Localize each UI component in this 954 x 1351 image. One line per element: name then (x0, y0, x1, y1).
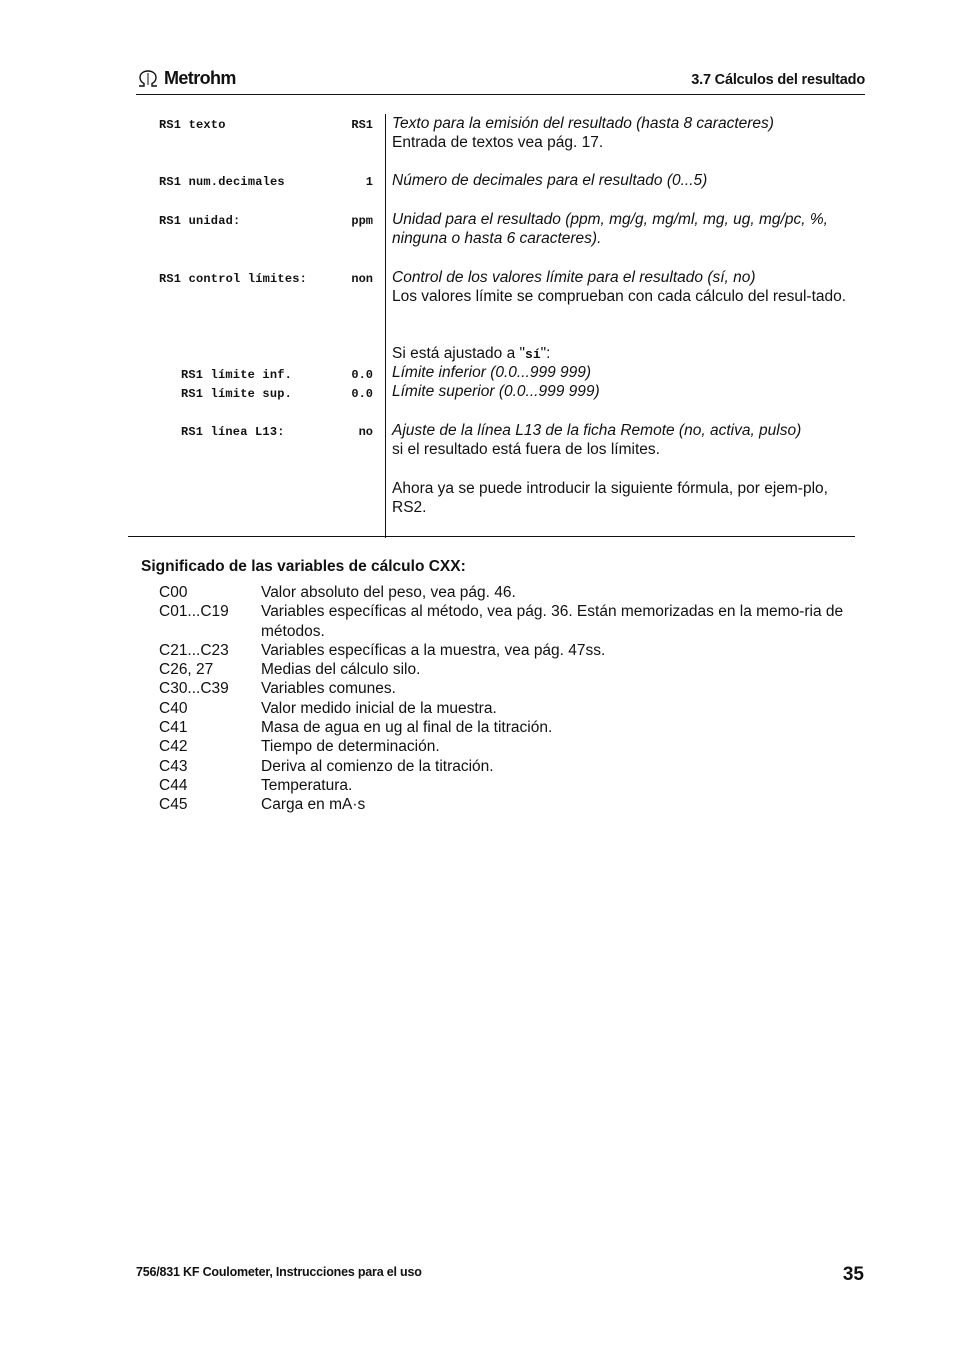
omega-logo-icon (136, 69, 160, 89)
column-divider (385, 114, 386, 538)
variable-description: Medias del cálculo silo. (261, 661, 421, 679)
param-description-note (392, 479, 862, 517)
variable-code: C45 (159, 796, 188, 814)
param-label: RS1 texto (159, 118, 226, 132)
list-item (159, 602, 869, 641)
param-desc-prefix: Si está ajustado a " (392, 345, 526, 362)
param-desc-plain: Los valores límite se comprueban con cada cálculo del resul-tado. (392, 288, 847, 305)
variable-description: Temperatura. (261, 776, 353, 794)
list-item (159, 737, 869, 756)
param-desc-italic: Control de los valores límite para el resultado (sí, no) (392, 269, 756, 286)
variable-description: Tiempo de determinación. (261, 738, 440, 756)
param-desc-italic: Número de decimales para el resultado (0...5) (392, 172, 708, 189)
param-value: ppm (351, 214, 373, 228)
param-label: RS1 límite inf. (181, 368, 293, 382)
footer-doc-title: 756/831 KF Coulometer, Instrucciones para el uso (136, 1265, 422, 1279)
logo-text: Metrohm (164, 68, 236, 88)
variables-heading: Significado de las variables de cálculo CXX: (141, 558, 466, 575)
param-description (392, 268, 862, 306)
param-desc-italic: Texto para la emisión del resultado (hasta 8 caracteres) (392, 115, 774, 132)
variable-description: Valor medido inicial de la muestra. (261, 699, 497, 717)
list-item (159, 776, 869, 795)
variable-description: Variables comunes. (261, 680, 396, 698)
variable-code: C43 (159, 757, 188, 775)
variable-code: C42 (159, 738, 188, 756)
param-label: RS1 línea L13: (181, 425, 285, 439)
variable-code: C26, 27 (159, 661, 214, 679)
param-description (392, 210, 862, 248)
param-desc-plain: Entrada de textos vea pág. 17. (392, 134, 604, 151)
variable-description: Masa de agua en ug al final de la titración. (261, 719, 553, 737)
param-desc-italic: Límite inferior (0.0...999 999) (392, 364, 592, 381)
list-item (159, 718, 869, 737)
param-label: RS1 num.decimales (159, 175, 285, 189)
variable-description: Deriva al comienzo de la titración. (261, 757, 494, 775)
param-value: RS1 (351, 118, 373, 132)
list-item (159, 641, 869, 660)
variable-code: C30...C39 (159, 680, 229, 698)
table-bottom-rule (128, 536, 855, 537)
variable-code: C41 (159, 719, 188, 737)
param-description (392, 114, 862, 152)
variable-code: C40 (159, 699, 188, 717)
param-description (392, 382, 862, 401)
variable-description: Variables específicas a la muestra, vea pág. 47ss. (261, 641, 606, 659)
param-value: non (351, 272, 373, 286)
param-value: 0.0 (351, 387, 373, 401)
list-item (159, 679, 869, 698)
variable-code: C00 (159, 584, 188, 601)
param-desc-italic: Ajuste de la línea L13 de la ficha Remote (no, activa, pulso) (392, 422, 802, 439)
param-desc-extra: Ahora ya se puede introducir la siguiente fórmula, por ejem-plo, RS2. (392, 480, 828, 516)
section-title: 3.7 Cálculos del resultado (691, 72, 865, 88)
variable-description: Carga en mA·s (261, 796, 366, 814)
list-item (159, 795, 869, 814)
page-header (136, 66, 865, 95)
param-value: no (358, 425, 373, 439)
variable-description: Valor absoluto del peso, vea pág. 46. (261, 584, 516, 601)
param-description (392, 171, 862, 190)
param-desc-italic: Límite superior (0.0...999 999) (392, 383, 600, 400)
list-item (159, 660, 869, 679)
param-label: RS1 control límites: (159, 272, 308, 286)
param-desc-italic: Unidad para el resultado (ppm, mg/g, mg/ml, mg, ug, mg/pc, %, ninguna o hasta 6 caracteres). (392, 211, 828, 247)
page-number: 35 (842, 1264, 864, 1285)
list-item (159, 757, 869, 776)
variable-code: C44 (159, 776, 188, 794)
param-desc-suffix: ": (540, 345, 551, 362)
param-description (392, 344, 862, 364)
list-item (159, 583, 869, 602)
param-value: 0.0 (351, 368, 373, 382)
variables-list (159, 583, 869, 815)
variable-description: Variables específicas al método, vea pág. 36. Están memorizadas en la memo-ria de métodos. (261, 603, 844, 640)
param-desc-code: sí (525, 347, 541, 362)
brand-logo (136, 68, 236, 89)
list-item (159, 699, 869, 718)
param-description (392, 421, 862, 459)
param-label: RS1 límite sup. (181, 387, 293, 401)
param-description (392, 363, 862, 382)
variable-code: C01...C19 (159, 603, 229, 621)
variable-code: C21...C23 (159, 641, 229, 659)
param-desc-plain: si el resultado está fuera de los límites. (392, 441, 660, 458)
param-label: RS1 unidad: (159, 214, 241, 228)
param-value: 1 (365, 175, 373, 189)
